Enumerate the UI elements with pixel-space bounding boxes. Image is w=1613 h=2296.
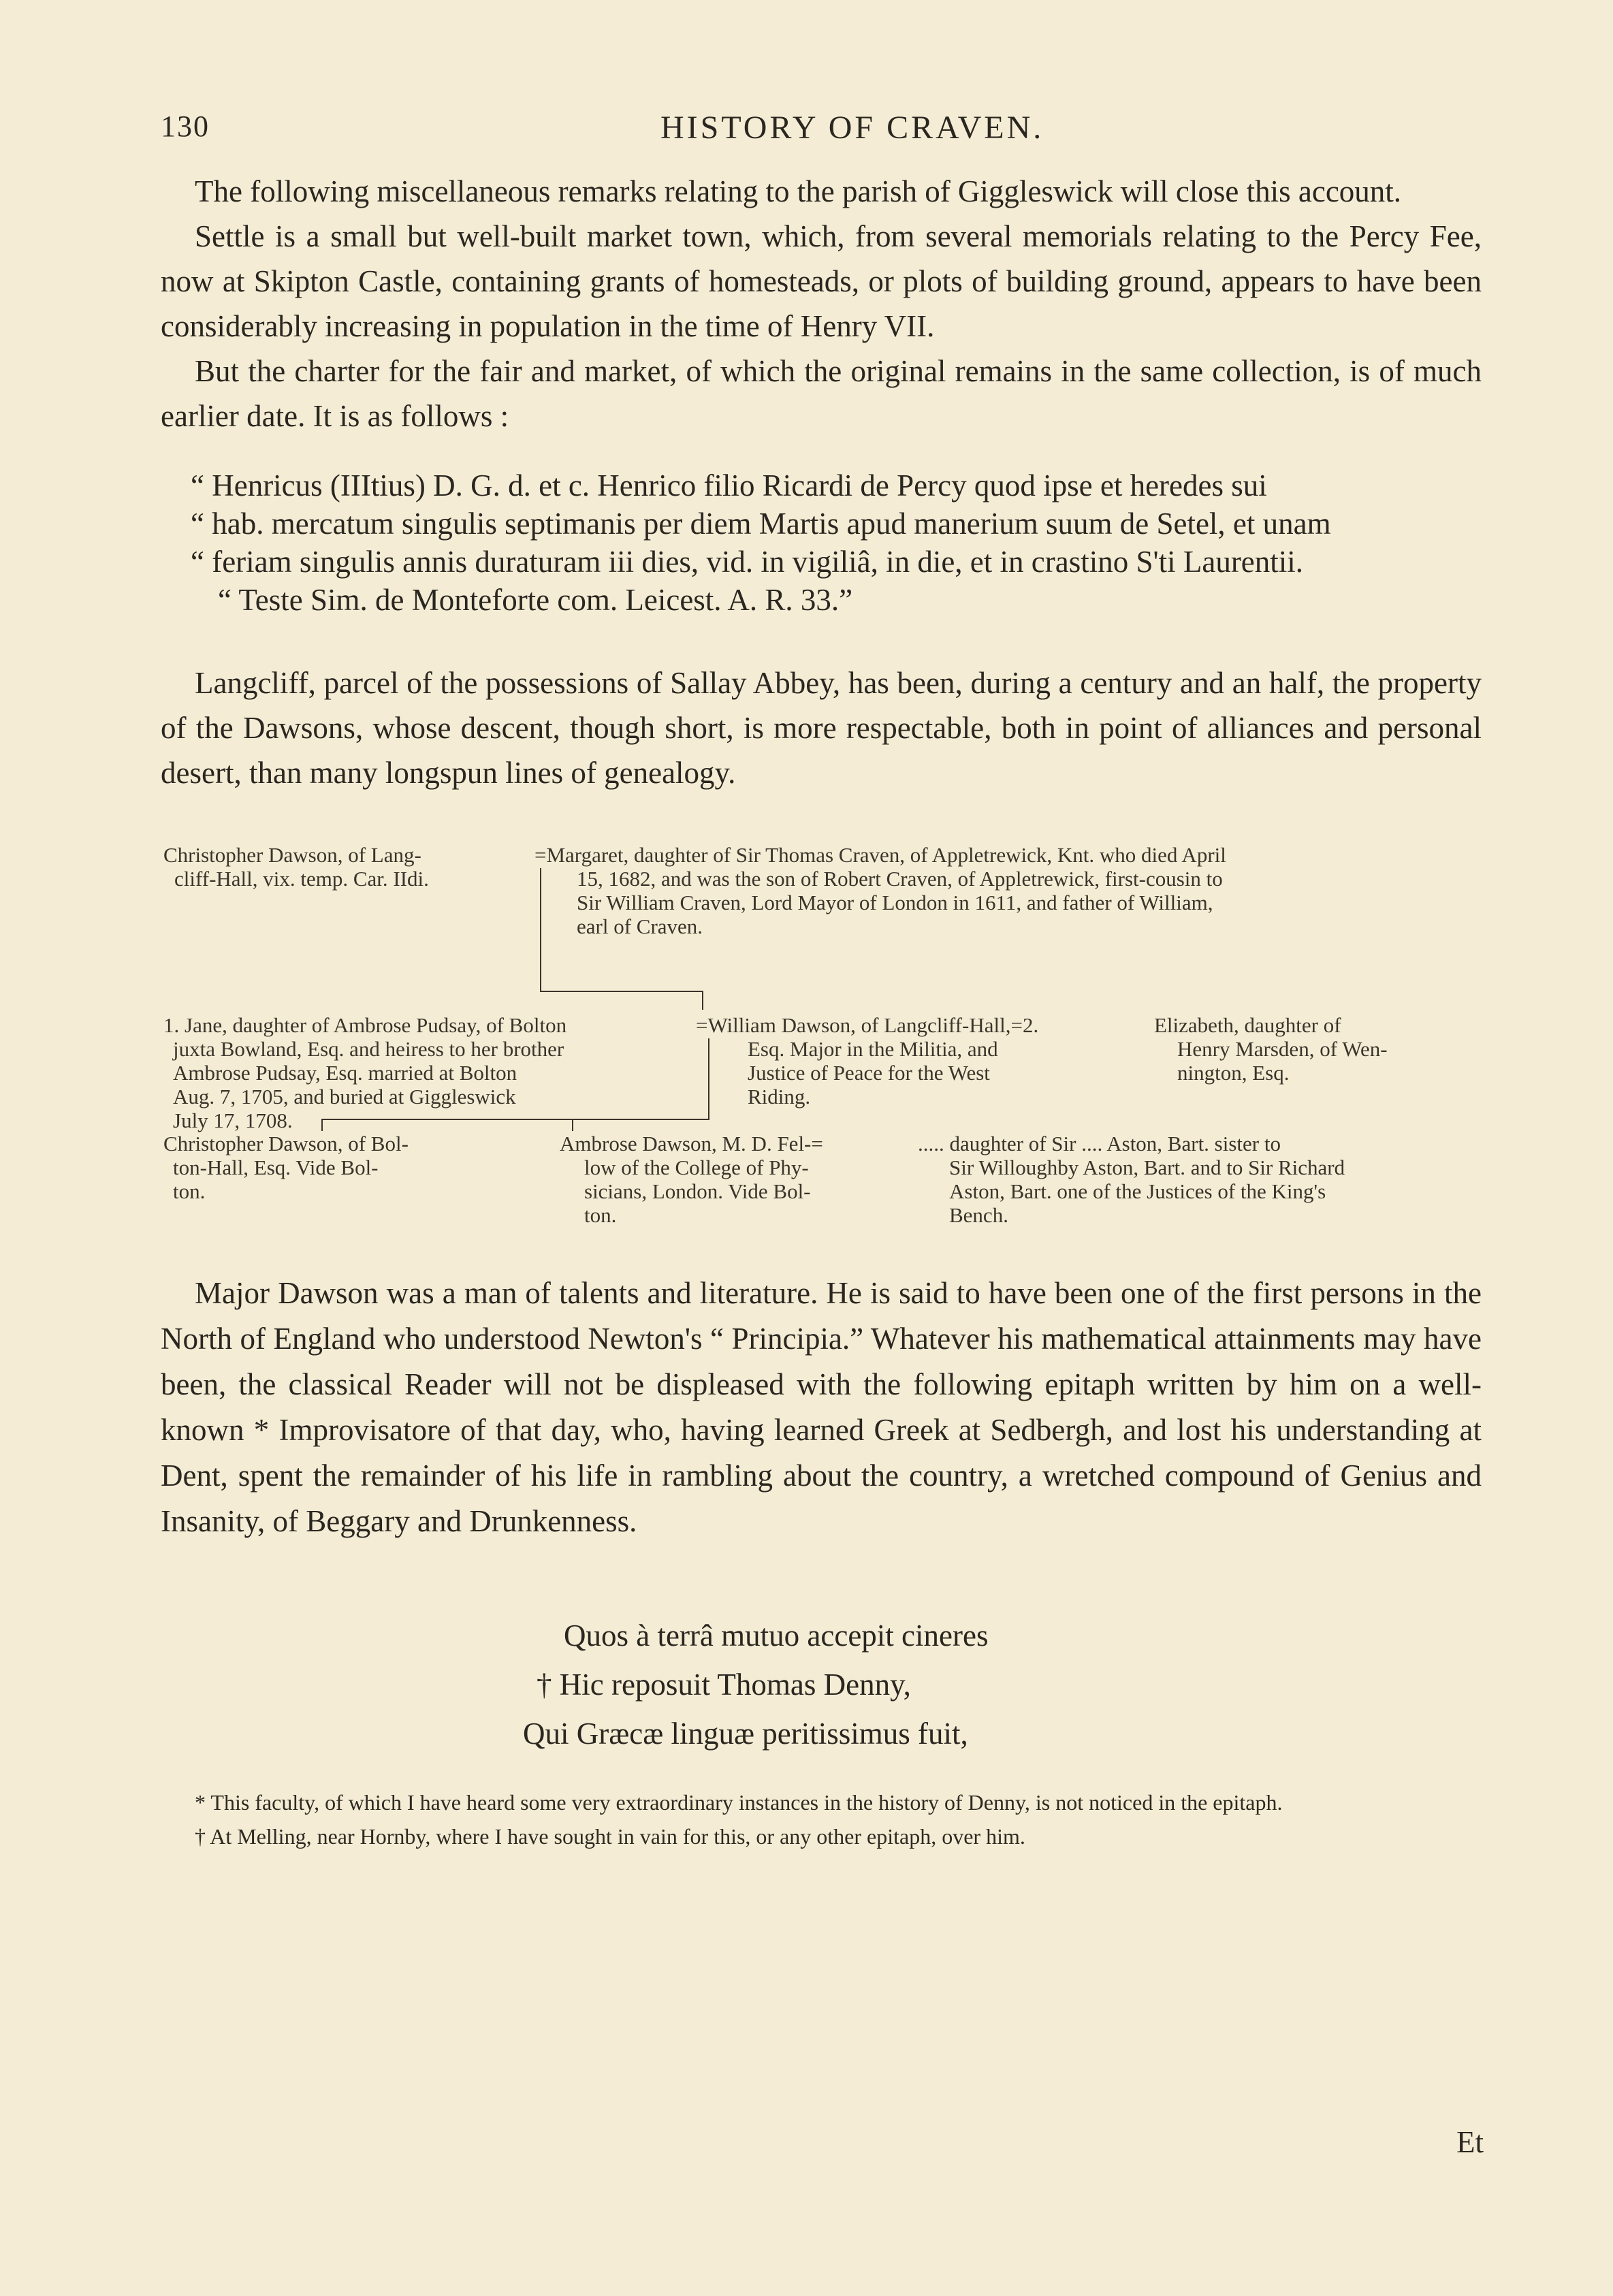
gen-line: ton. [584, 1203, 617, 1227]
gen-line: =Margaret, daughter of Sir Thomas Craven, of Appletrewick, Knt. who died April [534, 843, 1226, 867]
running-title: HISTORY OF CRAVEN. [660, 110, 1044, 146]
tree-line [708, 1038, 709, 1119]
epitaph-verse [523, 1611, 989, 1758]
genealogy-william [696, 1013, 1038, 1109]
gen-line: Esq. Major in the Militia, and [748, 1037, 998, 1061]
charter-line: “ feriam singulis annis duraturam iii dies, vid. in vigiliâ, in die, et in crastino S'ti Laurentii. [191, 545, 1304, 579]
gen-line: juxta Bowland, Esq. and heiress to her brother [173, 1037, 564, 1061]
gen-line: earl of Craven. [577, 914, 703, 938]
paragraph-2: Settle is a small but well-built market town, which, from several memorials relating to the Percy Fee, now at Skipton Castle, containing grants of homesteads, or plots of building ground, appears to have been considerably increasing in population in the time of Henry VII. [161, 219, 1482, 343]
gen-line: nington, Esq. [1177, 1061, 1290, 1085]
footnote-1: * This faculty, of which I have heard some very extraordinary instances in the history of Denny, is not noticed in the epitaph. [195, 1790, 1283, 1815]
gen-line: Justice of Peace for the West [748, 1061, 990, 1085]
gen-line: ton. [173, 1179, 206, 1203]
gen-line: Ambrose Dawson, M. D. Fel-= [560, 1132, 823, 1155]
charter-quotation [191, 466, 1478, 619]
page-number: 130 [161, 110, 210, 143]
paragraph-1: The following miscellaneous remarks relating to the parish of Giggleswick will close this account. [195, 174, 1402, 208]
gen-line: July 17, 1708. [173, 1109, 293, 1132]
gen-line: Sir William Craven, Lord Mayor of London in 1611, and father of William, [577, 891, 1213, 914]
gen-line: Henry Marsden, of Wen- [1177, 1037, 1388, 1061]
charter-line: “ Henricus (IIItius) D. G. d. et c. Henrico filio Ricardi de Percy quod ipse et heredes sui [191, 468, 1267, 503]
genealogy-aston [918, 1132, 1345, 1227]
gen-line: sicians, London. Vide Bol- [584, 1179, 811, 1203]
gen-line: cliff-Hall, vix. temp. Car. IIdi. [174, 867, 429, 891]
gen-line: Aston, Bart. one of the Justices of the King's [949, 1179, 1326, 1203]
genealogy-christopher [163, 843, 429, 891]
gen-line: low of the College of Phy- [584, 1155, 809, 1179]
gen-line: Elizabeth, daughter of [1154, 1013, 1341, 1037]
langcliff-text [161, 660, 1482, 795]
gen-line: ton-Hall, Esq. Vide Bol- [173, 1155, 379, 1179]
gen-line: ..... daughter of Sir .... Aston, Bart. sister to [918, 1132, 1281, 1155]
verse-line: † Hic reposuit Thomas Denny, [537, 1668, 911, 1702]
genealogy-jane [163, 1013, 566, 1132]
opening-text [161, 169, 1482, 439]
tree-line [572, 1119, 573, 1131]
paragraph-5: Major Dawson was a man of talents and literature. He is said to have been one of the first persons in the North of England who understood Newton's “ Principia.” Whatever his mathematical attainments may have been, the classical Reader will not be displeased with the following epitaph written by him on a well-known * Improvisatore of that day, who, having learned Greek at Sedbergh, and lost his understanding at Dent, spent the remainder of his life in rambling about the country, a wretched compound of Genius and Insanity, of Beggary and Drunkenness. [161, 1276, 1482, 1538]
verse-line: Quos à terrâ mutuo accepit cineres [564, 1619, 989, 1653]
charter-line: “ hab. mercatum singulis septimanis per diem Martis apud manerium suum de Setel, et unam [191, 507, 1331, 541]
gen-line: =William Dawson, of Langcliff-Hall,=2. [696, 1013, 1039, 1037]
gen-line: Aug. 7, 1705, and buried at Giggleswick [173, 1085, 516, 1109]
tree-line [321, 1119, 323, 1131]
genealogy-christopher-2 [163, 1132, 409, 1203]
verse-line: Qui Græcæ linguæ peritissimus fuit, [523, 1717, 968, 1751]
genealogy-ambrose [560, 1132, 823, 1227]
genealogy-elizabeth [1154, 1013, 1388, 1085]
footnote-2: † At Melling, near Hornby, where I have sought in vain for this, or any other epitaph, over him. [195, 1824, 1025, 1849]
catchword: Et [1456, 2125, 1484, 2159]
tree-line [321, 1119, 709, 1120]
footnotes [161, 1787, 1482, 1851]
genealogy-margaret [534, 843, 1226, 938]
tree-line [540, 868, 541, 991]
gen-line: Sir Willoughby Aston, Bart. and to Sir Richard [949, 1155, 1345, 1179]
gen-line: 15, 1682, and was the son of Robert Craven, of Appletrewick, first-cousin to [577, 867, 1223, 891]
gen-line: Ambrose Pudsay, Esq. married at Bolton [173, 1061, 517, 1085]
gen-line: 1. Jane, daughter of Ambrose Pudsay, of Bolton [163, 1013, 567, 1037]
charter-line: “ Teste Sim. de Monteforte com. Leicest. A. R. 33.” [218, 583, 853, 617]
tree-line [702, 991, 703, 1010]
gen-line: Riding. [748, 1085, 811, 1109]
paragraph-4: Langcliff, parcel of the possessions of Sallay Abbey, has been, during a century and an half, the property of the Dawsons, whose descent, though short, is more respectable, both in point of alliances and personal desert, than many longspun lines of genealogy. [161, 666, 1482, 790]
dawson-text [161, 1271, 1482, 1544]
gen-line: Christopher Dawson, of Lang- [163, 843, 421, 867]
gen-line: Christopher Dawson, of Bol- [163, 1132, 409, 1155]
paragraph-3: But the charter for the fair and market, of which the original remains in the same collection, is of much earlier date. It is as follows : [161, 354, 1482, 433]
gen-line: Bench. [949, 1203, 1008, 1227]
tree-line [540, 991, 702, 992]
